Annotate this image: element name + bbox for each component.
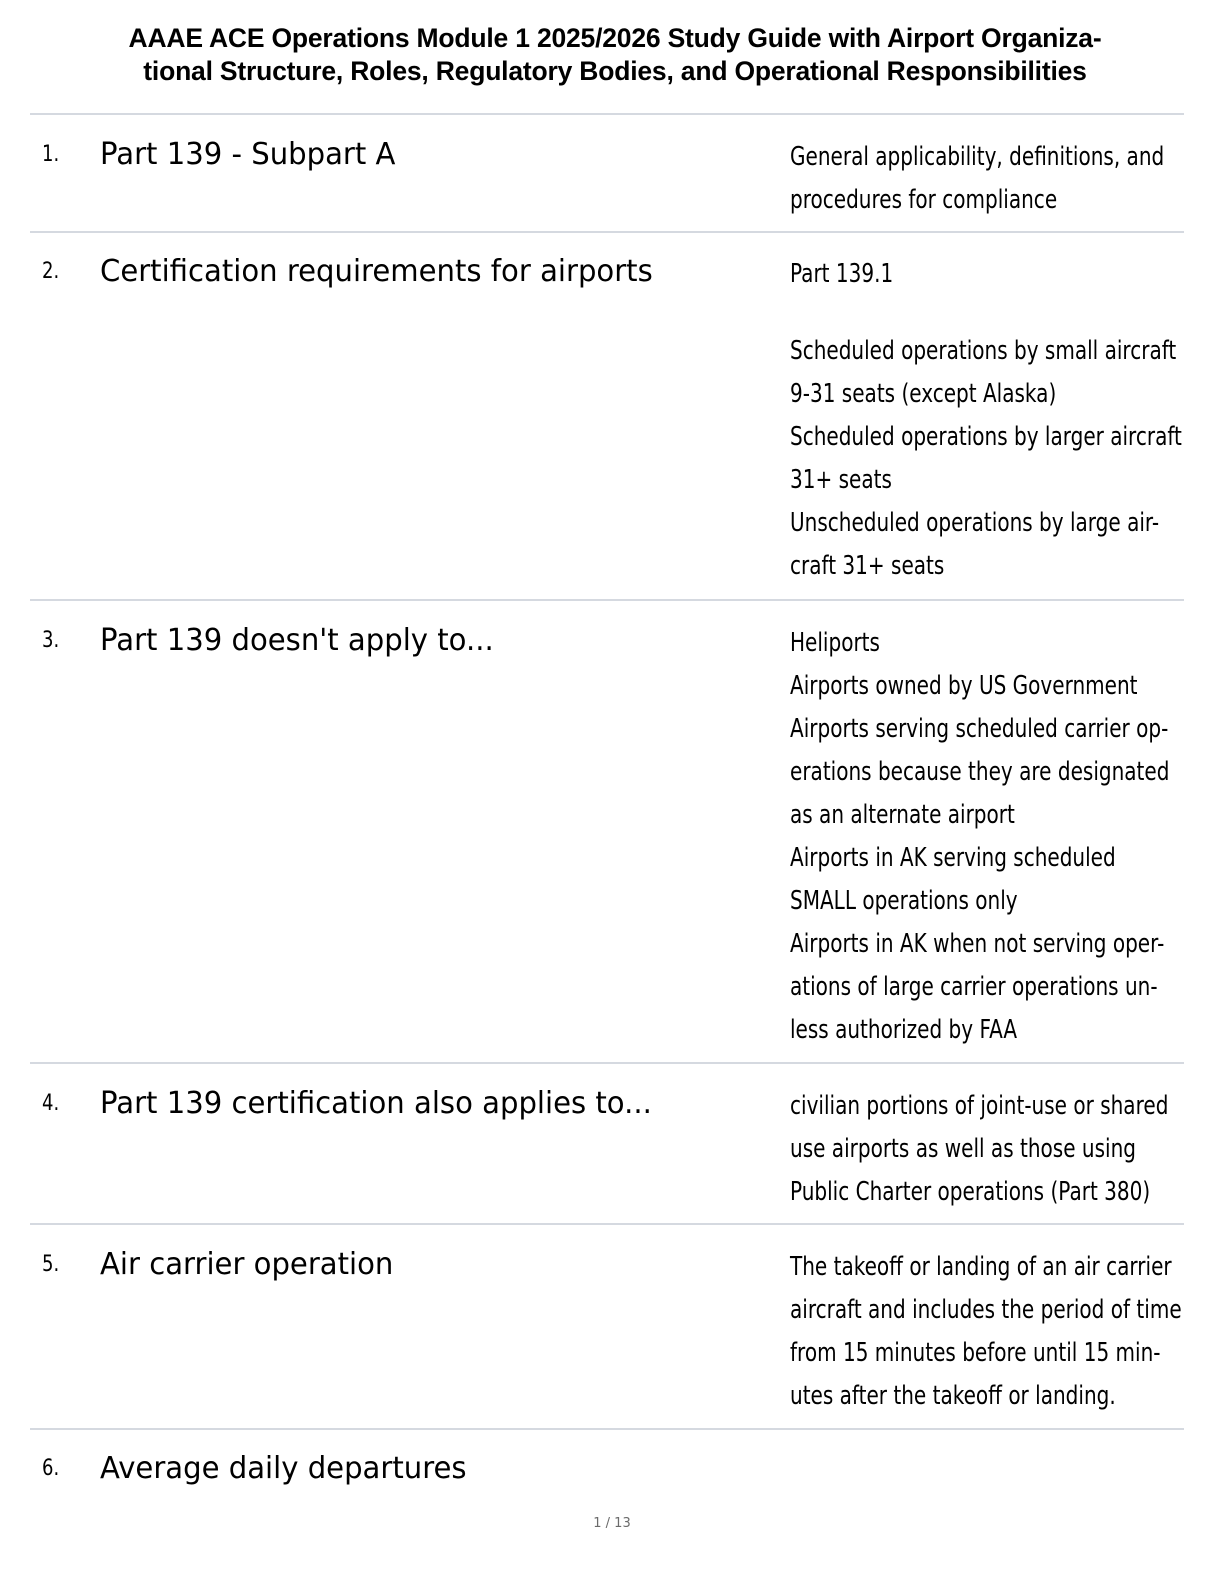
divider (30, 1223, 1184, 1225)
definition-line: from 15 minutes before until 15 min- (790, 1338, 1161, 1368)
card-definition (790, 622, 1170, 1052)
definition-line: Unscheduled operations by large air- (790, 508, 1160, 538)
definition-line: Airports in AK when not serving oper- (790, 929, 1165, 959)
definition-line: Heliports (790, 628, 880, 658)
divider (30, 231, 1184, 233)
card-number: 3. (42, 628, 60, 653)
card-term: Part 139 doesn't apply to... (100, 623, 494, 658)
card-definition (790, 1246, 1182, 1418)
definition-line: Airports in AK serving scheduled (790, 843, 1116, 873)
card-number: 1. (42, 142, 60, 167)
divider (30, 599, 1184, 601)
definition-line: erations because they are designated (790, 757, 1170, 787)
card-definition (790, 136, 1165, 222)
card-term: Air carrier operation (100, 1247, 394, 1282)
document-title-line-1: AAAE ACE Operations Module 1 2025/2026 Study Guide with Airport Organiza- (128, 23, 1102, 53)
definition-line: Public Charter operations (Part 380) (790, 1177, 1151, 1207)
card-term: Certification requirements for airports (100, 254, 653, 289)
definition-blank-line (790, 296, 1152, 330)
card-number: 4. (42, 1091, 60, 1116)
definition-line: ations of large carrier operations un- (790, 972, 1158, 1002)
definition-line: Scheduled operations by small aircraft (790, 336, 1177, 366)
definition-line: aircraft and includes the period of time (790, 1295, 1182, 1325)
definition-line: civilian portions of joint-use or shared (790, 1091, 1169, 1121)
card-number: 6. (42, 1456, 60, 1481)
card-term: Part 139 certification also applies to... (100, 1086, 652, 1121)
divider (30, 1428, 1184, 1430)
card-definition (790, 253, 1182, 588)
definition-line: utes after the takeoff or landing. (790, 1381, 1116, 1411)
definition-line: General applicability, definitions, and (790, 142, 1165, 172)
definition-line: Airports serving scheduled carrier op- (790, 714, 1169, 744)
definition-line: Airports owned by US Government (790, 671, 1138, 701)
card-term: Part 139 - Subpart A (100, 137, 396, 172)
document-title-line-2: tional Structure, Roles, Regulatory Bodies, and Operational Responsibilities (143, 56, 1087, 86)
definition-line: 31+ seats (790, 465, 892, 495)
definition-line: Part 139.1 (790, 259, 894, 289)
definition-line: 9-31 seats (except Alaska) (790, 379, 1057, 409)
page-indicator: 1 / 13 (593, 1516, 631, 1531)
definition-line: craft 31+ seats (790, 551, 945, 581)
card-number: 2. (42, 259, 60, 284)
divider (30, 1062, 1184, 1064)
definition-line: SMALL operations only (790, 886, 1018, 916)
definition-line: procedures for compliance (790, 185, 1058, 215)
card-number: 5. (42, 1252, 60, 1277)
card-term: Average daily departures (100, 1451, 467, 1486)
card-definition (790, 1085, 1169, 1214)
document-title (40, 22, 1190, 88)
definition-line: The takeoff or landing of an air carrier (790, 1252, 1172, 1282)
definition-line: Scheduled operations by larger aircraft (790, 422, 1182, 452)
divider (30, 113, 1184, 115)
definition-line: as an alternate airport (790, 800, 1015, 830)
definition-line: less authorized by FAA (790, 1015, 1018, 1045)
definition-line: use airports as well as those using (790, 1134, 1136, 1164)
